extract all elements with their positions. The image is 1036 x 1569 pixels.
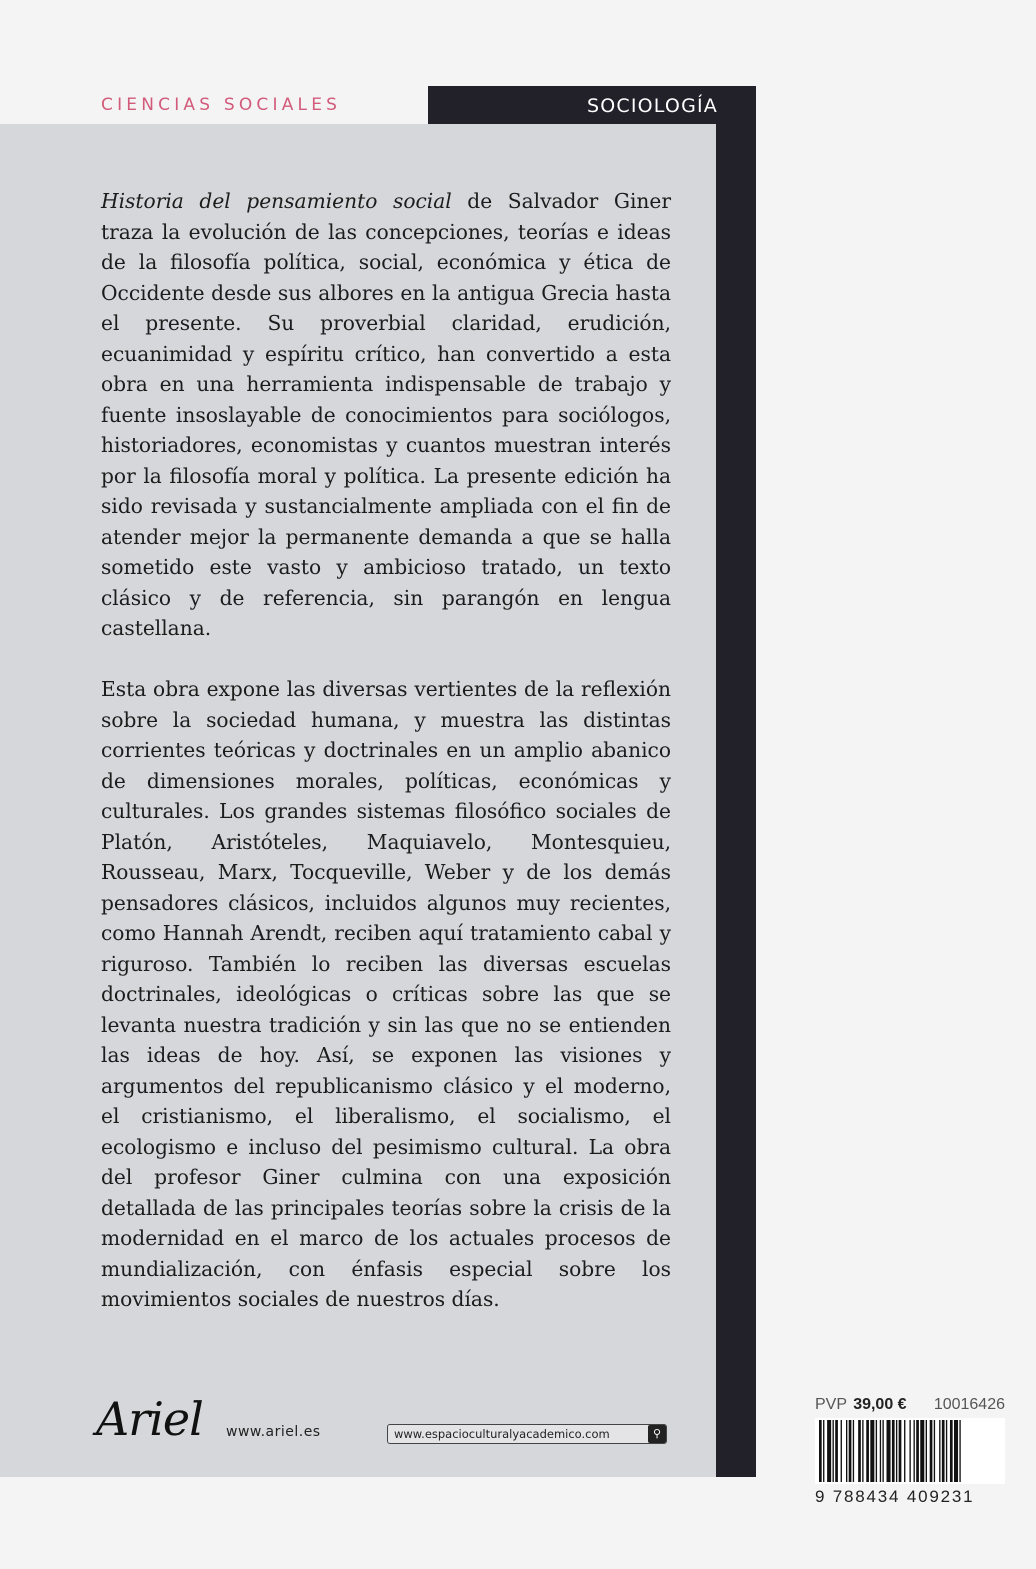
isbn-digits: 9 788434 409231 (815, 1487, 975, 1506)
description-paragraph-2: Esta obra expone las diversas vertientes de la reflexión sobre la sociedad humana, y muestra las distintas corrientes teóricas y doctrinales en un amplio abanico de dimensiones morales, políticas, económicas y culturales. Los grandes sistemas filosófico sociales de Platón, Aristóteles, Maquiavelo, Montesquieu, Rousseau, Marx, Tocqueville, Weber y de los demás pensadores clásicos, incluidos algunos muy recientes, como Hannah Arendt, reciben aquí tratamiento cabal y riguroso. También lo reciben las diversas escuelas doctrinales, ideológicas o críticas sobre las que se levanta nuestra tradición y sin las que no se entienden las ideas de hoy. Así, se exponen las visiones y argumentos del republicanismo clásico y el moderno, el cristianismo, el liberalismo, el socialismo, el ecologismo e incluso del pesimismo cultural. La obra del profesor Giner culmina con una exposición detallada de las principales teorías sobre la crisis de la modernidad en el marco de los actuales procesos de mundialización, con énfasis especial sobre los movimientos sociales de nuestros días. (101, 677, 671, 1311)
barcode-icon (815, 1418, 1005, 1484)
description-text (101, 186, 671, 1315)
barcode-bar (853, 1420, 854, 1482)
barcode-bar (866, 1420, 869, 1482)
description-paragraph-1 (101, 186, 671, 644)
barcode-bar (920, 1420, 924, 1482)
barcode-bar (882, 1420, 883, 1482)
barcode-bar (858, 1420, 861, 1482)
barcode-bar (846, 1420, 847, 1482)
barcode-bar (914, 1420, 915, 1482)
publisher-logo: Ariel (96, 1392, 203, 1446)
barcode-bar (823, 1420, 824, 1482)
barcode-bar (950, 1420, 953, 1482)
paragraph-1-body: de Salvador Giner traza la evolución de las concepciones, teorías e ideas de la filosofía política, social, económica y ética de Occidente desde sus albores en la antigua Grecia hasta el presente. Su proverbial claridad, erudición, ecuanimidad y espíritu crítico, han convertido a esta obra en una herramienta indispensable de trabajo y fuente insoslayable de conocimientos para sociólogos, historiadores, economistas y cuantos muestran interés por la filosofía moral y política. La presente edición ha sido revisada y sustancialmente ampliada con el fin de atender mejor la permanente demanda a que se halla sometido este vasto y ambicioso tratado, un texto clásico y de referencia, sin parangón en lengua castellana. (101, 189, 671, 640)
section-label: SOCIOLOGÍA (586, 95, 718, 117)
barcode-bar (880, 1420, 881, 1482)
barcode-bar (887, 1420, 891, 1482)
price-row (815, 1396, 1005, 1414)
barcode-bar (942, 1420, 945, 1482)
barcode-bar (899, 1420, 902, 1482)
barcode-bar (827, 1420, 831, 1482)
search-icon: ⚲ (648, 1425, 666, 1443)
price-value: 39,00 € (853, 1396, 907, 1413)
category-label: CIENCIAS SOCIALES (101, 95, 342, 115)
barcode-bar (930, 1420, 933, 1482)
product-code: 10016426 (933, 1396, 1005, 1413)
barcode-bar (833, 1420, 834, 1482)
price-label: PVP (815, 1396, 847, 1413)
dark-side-bar (716, 86, 756, 1477)
barcode-bar (904, 1420, 905, 1482)
barcode-bar (959, 1420, 960, 1482)
book-title: Historia del pensamiento social (101, 189, 452, 213)
barcode-bar (954, 1420, 958, 1482)
barcode-bar (841, 1420, 842, 1482)
barcode-bar (916, 1420, 919, 1482)
barcode-bar (909, 1420, 910, 1482)
campus-url-box[interactable] (387, 1424, 667, 1444)
section-tab (428, 86, 756, 124)
publisher-website[interactable]: www.ariel.es (226, 1424, 321, 1440)
barcode-bar (896, 1420, 897, 1482)
barcode-bar (870, 1420, 874, 1482)
barcode-bar (849, 1420, 852, 1482)
barcode-bar (819, 1420, 822, 1482)
barcode-bar (934, 1420, 935, 1482)
barcode-bar (939, 1420, 940, 1482)
campus-url[interactable]: www.espacioculturalyacademico.com (394, 1427, 610, 1441)
barcode-bar (926, 1420, 927, 1482)
barcode-bar (892, 1420, 895, 1482)
barcode-bar (876, 1420, 877, 1482)
barcode-bar (835, 1420, 838, 1482)
barcode-bar (946, 1420, 947, 1482)
barcode-bar (862, 1420, 863, 1482)
